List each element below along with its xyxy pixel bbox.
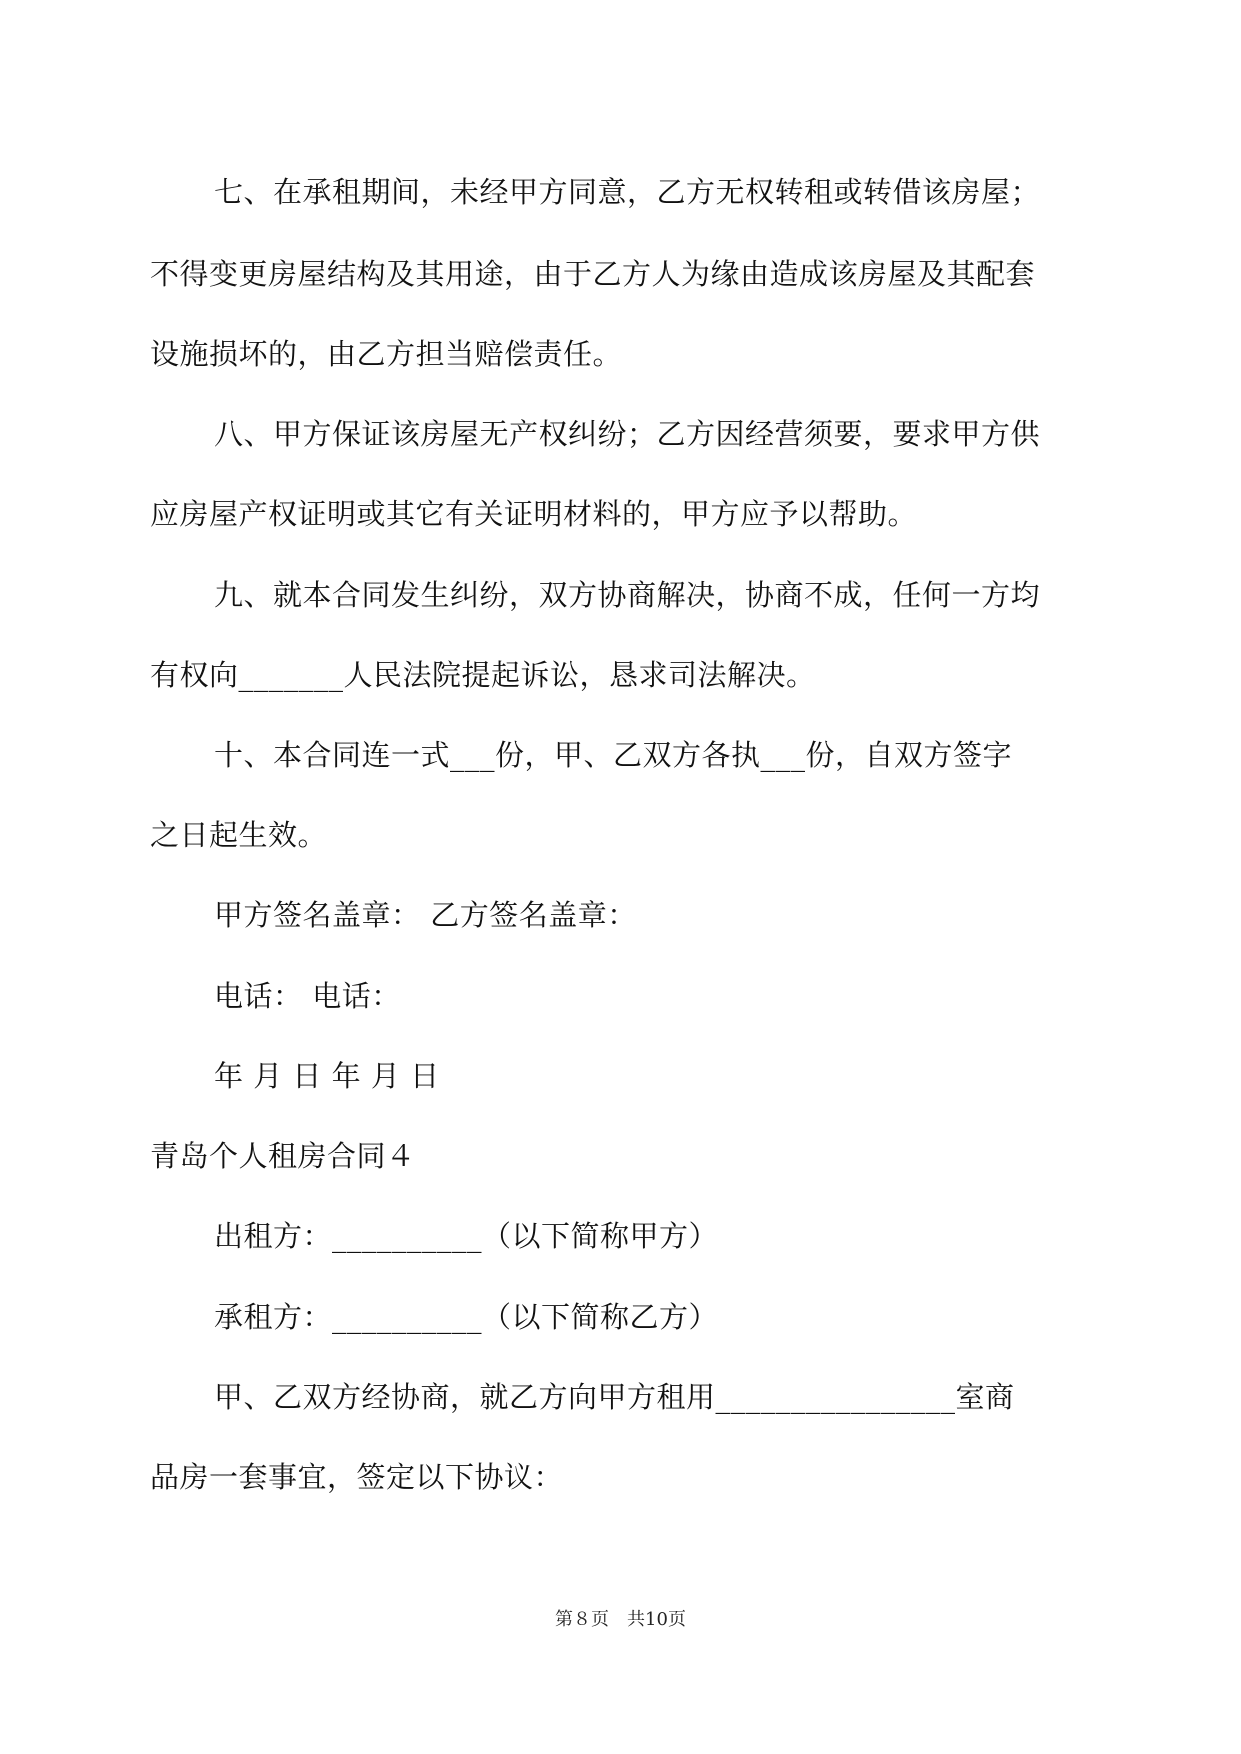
clause-7-line-1: 七、在承租期间，未经甲方同意，乙方无权转租或转借该房屋； xyxy=(214,175,1041,209)
clause-10-line-2: 之日起生效。 xyxy=(150,818,328,852)
signature-line: 甲方签名盖章： 乙方签名盖章： xyxy=(214,898,637,932)
clause-9-line-2: 有权向_______人民法院提起诉讼，恳求司法解决。 xyxy=(150,658,816,692)
clause-8-line-1: 八、甲方保证该房屋无产权纠纷；乙方因经营须要，要求甲方供 xyxy=(214,417,1041,451)
clause-7-line-3: 设施损坏的，由乙方担当赔偿责任。 xyxy=(150,337,623,371)
clause-7-line-2: 不得变更房屋结构及其用途，由于乙方人为缘由造成该房屋及其配套 xyxy=(150,257,1036,291)
phone-line: 电话： 电话： xyxy=(214,979,401,1013)
clause-10-line-1: 十、本合同连一式___份，甲、乙双方各执___份，自双方签字 xyxy=(214,738,1013,772)
lessor-line: 出租方：__________（以下简称甲方） xyxy=(214,1219,719,1253)
date-line: 年 月 日 年 月 日 xyxy=(214,1059,440,1093)
clause-9-line-1: 九、就本合同发生纠纷，双方协商解决，协商不成，任何一方均 xyxy=(214,578,1041,612)
agreement-line-1: 甲、乙双方经协商，就乙方向甲方租用________________室商 xyxy=(214,1380,1015,1414)
page-footer: 第８页 共10页 xyxy=(555,1609,686,1630)
contract-title: 青岛个人租房合同４ xyxy=(150,1139,416,1173)
clause-8-line-2: 应房屋产权证明或其它有关证明材料的，甲方应予以帮助。 xyxy=(150,497,918,531)
lessee-line: 承租方：__________（以下简称乙方） xyxy=(214,1300,719,1334)
agreement-line-2: 品房一套事宜，签定以下协议： xyxy=(150,1460,564,1494)
